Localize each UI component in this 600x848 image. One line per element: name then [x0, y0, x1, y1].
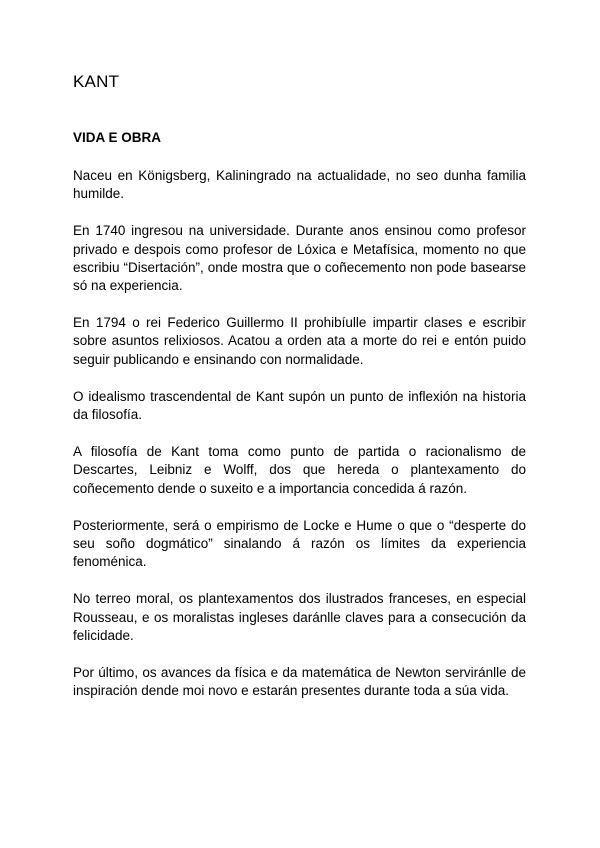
paragraph-university: En 1740 ingresou na universidade. Durante anos ensinou como profesor privado e despois como profesor de Lóxica e Metafísica, momento no que escribiu “Disertación”, onde mostra que o coñecemento non pode basearse só na experiencia.: [73, 223, 526, 294]
paragraph-rationalism: A filosofía de Kant toma como punto de partida o racionalismo de Descartes, Leibniz e Wolff, dos que hereda o plantexamento do coñecemento dende o suxeito e a importancia concedida á razón.: [73, 444, 526, 496]
paragraph-moral: No terreo moral, os plantexamentos dos ilustrados franceses, en especial Rousseau, e os moralistas ingleses daránlle claves para a consecución da felicidade.: [73, 591, 526, 643]
paragraph-birth: Naceu en Königsberg, Kaliningrado na actualidade, no seo dunha familia humilde.: [73, 168, 526, 202]
section-heading: VIDA E OBRA: [73, 130, 162, 145]
paragraph-newton: Por último, os avances da física e da matemática de Newton serviránlle de inspiración dende moi novo e estarán presentes durante toda a súa vida.: [73, 665, 526, 699]
document-title: KANT: [73, 72, 120, 91]
paragraph-censorship: En 1794 o rei Federico Guillermo II prohibíulle impartir clases e escribir sobre asuntos relixiosos. Acatou a orden ata a morte do rei e entón puido seguir publicando e ensinando con normalidade.: [73, 315, 526, 367]
document-body: [73, 167, 526, 719]
paragraph-idealism: O idealismo trascendental de Kant supón un punto de inflexión na historia da filosofía.: [73, 388, 526, 423]
paragraph-empiricism: Posteriormente, será o empirismo de Locke e Hume o que o “desperte do seu soño dogmático” sinalando á razón os límites da experiencia fenoménica.: [73, 517, 526, 570]
